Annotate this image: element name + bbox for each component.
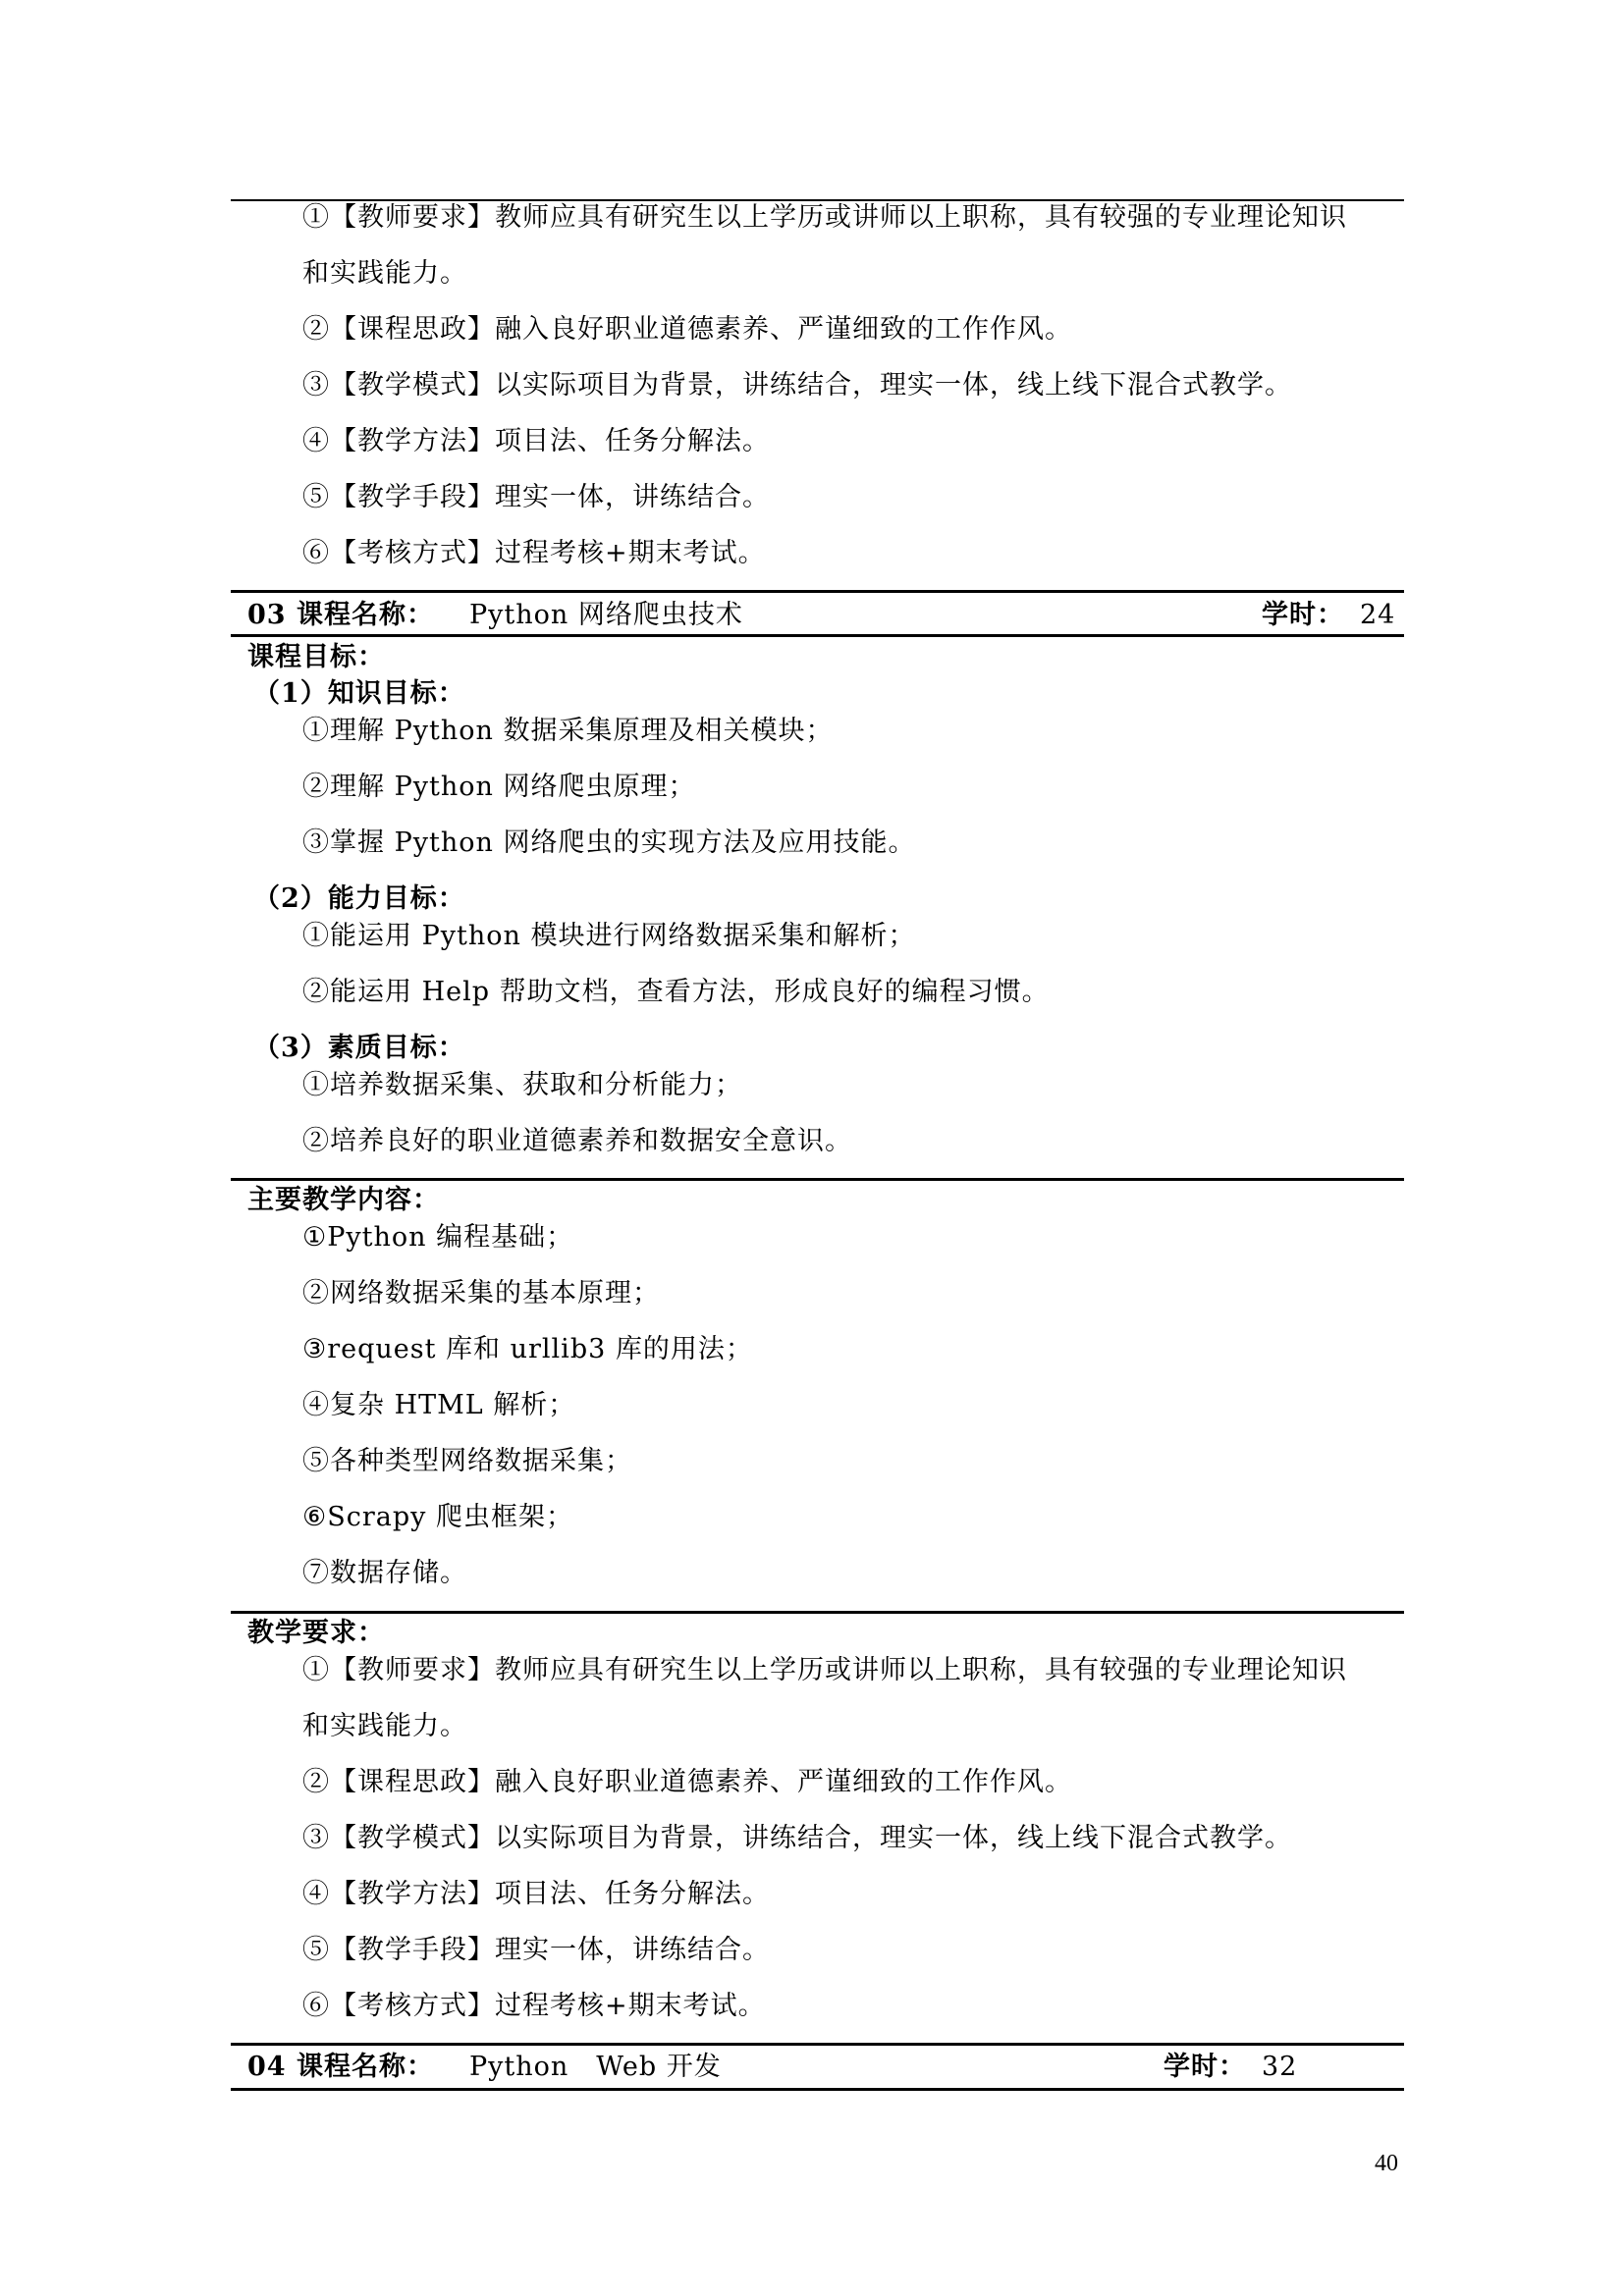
content-title: 主要教学内容： — [247, 1185, 440, 1215]
goals-title: 课程目标： — [247, 642, 385, 672]
requirements-title: 教学要求： — [247, 1618, 385, 1648]
knowledge-item-1: ①理解 Python 数据采集原理及相关模块； — [302, 716, 834, 746]
course03-hours-label: 学时： — [1262, 600, 1344, 630]
requirement-line-5: ④【教学方法】项目法、任务分解法。 — [302, 1879, 770, 1909]
requirement-line-7: ⑥【考核方式】过程考核+期末考试。 — [302, 1991, 766, 2021]
ability-item-1: ①能运用 Python 模块进行网络数据采集和解析； — [302, 921, 916, 951]
requirement-line-4: ③【教学模式】以实际项目为背景，讲练结合，理实一体，线上线下混合式教学。 — [302, 1823, 1292, 1853]
top-req-line-5: ④【教学方法】项目法、任务分解法。 — [302, 426, 770, 456]
top-req-line-3: ②【课程思政】融入良好职业道德素养、严谨细致的工作作风。 — [302, 314, 1072, 345]
quality-title: （3）素质目标： — [253, 1033, 465, 1063]
content-item-2: ②网络数据采集的基本原理； — [302, 1278, 660, 1308]
ability-item-2: ②能运用 Help 帮助文档，查看方法，形成良好的编程习惯。 — [302, 977, 1050, 1007]
quality-item-2: ②培养良好的职业道德素养和数据安全意识。 — [302, 1126, 852, 1156]
top-req-line-6: ⑤【教学手段】理实一体，讲练结合。 — [302, 482, 770, 512]
content-item-3: ③request 库和 urllib3 库的用法； — [302, 1334, 753, 1364]
course04-name: Python Web 开发 — [469, 2052, 722, 2082]
course04-header-bottom-rule — [231, 2088, 1404, 2091]
knowledge-item-2: ②理解 Python 网络爬虫原理； — [302, 772, 696, 802]
requirement-line-6: ⑤【教学手段】理实一体，讲练结合。 — [302, 1935, 770, 1965]
course03-header-bottom-rule — [231, 634, 1404, 637]
top-req-line-2: 和实践能力。 — [302, 258, 467, 289]
ability-title: （2）能力目标： — [253, 883, 465, 914]
content-item-1: ①Python 编程基础； — [302, 1222, 574, 1253]
content-item-6: ⑥Scrapy 爬虫框架； — [302, 1502, 573, 1532]
requirement-line-2: 和实践能力。 — [302, 1711, 467, 1741]
top-req-line-7: ⑥【考核方式】过程考核+期末考试。 — [302, 538, 766, 568]
top-req-line-4: ③【教学模式】以实际项目为背景，讲练结合，理实一体，线上线下混合式教学。 — [302, 370, 1292, 400]
course04-header-top-rule — [231, 2043, 1404, 2046]
knowledge-item-3: ③掌握 Python 网络爬虫的实现方法及应用技能。 — [302, 828, 916, 858]
course04-number-label: 04 课程名称： — [247, 2052, 434, 2082]
course03-name: Python 网络爬虫技术 — [469, 600, 743, 630]
content-item-4: ④复杂 HTML 解析； — [302, 1390, 576, 1420]
course03-hours: 24 — [1360, 600, 1396, 630]
course03-number-label: 03 课程名称： — [247, 600, 434, 630]
content-item-7: ⑦数据存储。 — [302, 1558, 467, 1588]
content-item-5: ⑤各种类型网络数据采集； — [302, 1446, 632, 1476]
course04-hours: 32 — [1262, 2052, 1298, 2082]
content-section-rule — [231, 1178, 1404, 1181]
knowledge-title: （1）知识目标： — [253, 678, 465, 709]
requirement-line-3: ②【课程思政】融入良好职业道德素养、严谨细致的工作作风。 — [302, 1767, 1072, 1797]
course04-hours-label: 学时： — [1164, 2052, 1246, 2082]
quality-item-1: ①培养数据采集、获取和分析能力； — [302, 1070, 742, 1100]
top-req-line-1: ①【教师要求】教师应具有研究生以上学历或讲师以上职称，具有较强的专业理论知识 — [302, 202, 1347, 233]
requirements-section-rule — [231, 1611, 1404, 1614]
page-number: 40 — [1375, 2151, 1398, 2176]
course03-header-top-rule — [231, 590, 1404, 593]
requirement-line-1: ①【教师要求】教师应具有研究生以上学历或讲师以上职称，具有较强的专业理论知识 — [302, 1655, 1347, 1685]
